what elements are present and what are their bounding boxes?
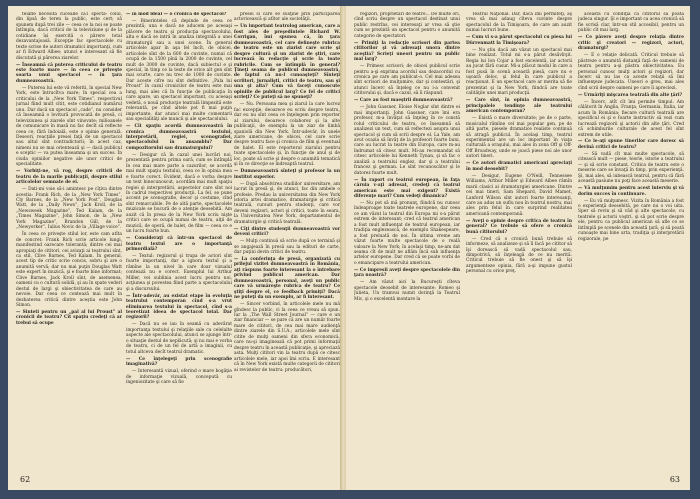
interview-question: — Un important teatrolog american, care a fost ales de preşedintele Richard W. Corrigan, îmi spunea că, în ţara dumneavoastră, cel care defineşte rubrica de teatru este un ziarist care scrie şi despre cultură şi un ziarist de ştiri, care lucrează în redacţie şi scrie la toate rubricile. Cum se întîmplă în general? Ţineţi seama de publicul dumneavoastră, de faptul că nu-l cunoaşteţi? Sînteţi scriitori, jurnalişti, critici de teatru, sau şi una şi alta? Cum vă faceţi cunoscute opiniile de publicul larg? Ce fel de critici scrieţi? Ce puteţi să ne spuneţi? bbox=[234, 24, 340, 101]
paragraph: — Textul: regizorul şi trupa de actori sînt foarte importanţi, dar a ignora textul şi a rămîne la un nivel în care doar vizualul contează nu e corect. Exemplul lui Arthur Miller, vei sublinia acest lucru pentru noi, acţiunea şi povestea fiind parte a spectacolului şi a discursului. bbox=[126, 253, 232, 292]
interview-question: — Vorbiţi-ne, vă rog, despre criticii de teatru de la marile publicaţii, despre stilul articolelor semnate de ei. bbox=[16, 169, 122, 186]
interview-question: — Dumneavoastră sînteţi şi profesor la un institut superior. bbox=[234, 169, 340, 180]
paragraph: — Primesc scrisori; de obicei publicul scrie pentru a-şi exprima acordul sau dezacordul cu cronica pe care am publicat-o. Cel mai adesea sînt scrisori de mulţumire, dar şi contestări, şi atunci încerc să înţeleg ce nu i-a convenit cititorului şi, dacă e cazul, să îi răspund. bbox=[354, 64, 460, 97]
paragraph: — Eu vă mulţumesc. Vizita în România a fost o experienţă deosebită, pe care nu o voi uita. Sper să revin şi să văd şi alte spectacole, cu teatrele şi actorii voştri, şi să pot scrie despre ele, pentru ca publicul american să afle ce se întîmplă pe scenele din această ţară, şi să poată cunoaşte mai bine arta, tradiţia şi interpretării regizorale, pe bbox=[578, 198, 684, 242]
interview-question: — Înseamnă că puterea criticului de teatru este foarte mare — în ceea ce priveşte soarta unui spectacol — în ţara dumneavoastră. bbox=[16, 62, 122, 84]
paragraph: — John Gassner, Eloise Noglar sînt dintre ei mai importanţi. John Gassner, care îmi era profesor, m-a învăţat să înţeleg în ce constă rolul criticului de teatru, ce înseamnă să analizezi un text, cum să reflectezi asupra unui spectacol şi cum să scrii despre el. La Yale, am avut ocazia să învăţ de la profesori foarte buni, care au lucrat la teatre din Europa, care m-au îndrumat să citesc mult. Mi-au recomandat să citesc articolele lui Kenneth Tynan, şi să fac o analiză a teatrului englez, dar şi a teatrului francez şi german. Le sînt recunoscător şi le datorez foarte mult. bbox=[354, 105, 460, 176]
paragraph: — Am văzut aici la Bucureşti cîteva spectacole deosebit de interesante: Romeo şi Julieta, Un tramvai numit dorinţă la Teatrul Mic, şi o excelentă montare la bbox=[354, 280, 460, 302]
interview-question: — Ce înţelegeţi prin scenografie imaginativă? bbox=[126, 356, 232, 368]
paragraph: — Există o mare diversitate; pe de o parte, musicalul rămîne cel mai popular gen, pe de altă parte, piesele dramatice realiste continuă să atragă publicul. În acelaşi timp, teatrul experimental are un loc important în viaţa culturală a oraşului, mai ales în zona Off şi Off-Off Broadway, unde se joacă piese noi ale unor autori tineri. bbox=[466, 116, 572, 160]
paragraph: — Nu. Persoana mea şi ziarul la care lucrez fac excepţie, deoarece eu scriu despre teatru, dar eu nu sînt ceea ce înţelegem prin reporter al ziarului, deoarece colaborez şi la alte publicaţii, de exemplu la un ziar de limbă spaniolă din New York. Într-adevăr, în unele ziare americane, de obicei, cel care scrie despre teatru face şi cronica de film şi eventual de balet. El este reporterul ziarului pentru toate spectacolele şi, în funcţie de anul şi de loc, poate să scrie şi despre o anumită tematică şi în ce direcţie se îndreaptă teatrul. bbox=[234, 102, 340, 168]
right-column-1 bbox=[354, 12, 460, 472]
paragraph: În ceea ce priveşte stilul lor, este cam atîta de concret: Frank Rich scrie articole lungi, manifestind oarecare tolerantă; dintre cei mai apropiaţi de cititori, cei avizaţi ai teatrului sînt, ca stil, Clive Barnes, Ted Kalam. În general, acest tip de critic scrie concis, sobru şi are o anumită vervă; dar nu mai puţin Douglas Watt este expert în muzică, şi e foarte bine informat; Clive Barnes, Jack Kroll sînt, de asemenea, oameni cu o cultură solidă, şi au în spate vederi destul de largi şi obiectivitatea de care au nevoie. Dar ceea ce contează mai mult în dezbaterea critică dintre aceştia este John Simon. bbox=[16, 232, 122, 309]
interview-question: — Ce impresii aveţi despre spectacolele din ţara noastră? bbox=[354, 267, 460, 279]
right-column-3 bbox=[578, 12, 684, 472]
paragraph: — Desigur că în cazul unei lucrări noi, prezentată pentru prima oară, cum se întîmplă în cea mai mare parte a cazurilor, se acordă mai mult spaţiu textului, ceea ce în opinia mea e foarte corect. Evident, dacă e vorba despre un text binecunoscut, acordăm mai mult spaţiu regiei şi interpretării, aspectelor care sînt noi în cadrul respectivei producţii. La fel, se pune accent pe scenografie, decor şi costume, cînd sînt remarcabile. Pe de altă parte, spectacolele muzicale se bucură de o atenţie deosebită. Am auzit că în presa de la New York scriu nişte critici care se ocupă numai de teatru, alţii de muzică, de operă, de balet, de film — ceea ce e un lucru foarte bun. bbox=[126, 152, 232, 235]
interview-question: — Urmăriţi mişcarea teatrală din alte ţări? bbox=[578, 92, 683, 98]
interview-question: — în mod ideal — o cronică de spectacol? bbox=[126, 12, 227, 17]
left-page-number: 62 bbox=[20, 475, 31, 484]
left-column-3 bbox=[234, 12, 340, 472]
interview-question: — Sinteti pentru un „pal al lui Proust” al cronicii de teatru? Cît spaţiu credeţi că ar trebui să ocupe bbox=[16, 310, 122, 326]
paragraph: — Să vadă cît mai multe spectacole, să citească mult — piese, teorie, istorie a teatrului — şi să scrie constant. Critica de teatru este o meserie care se învaţă în timp, prin experienţă. Şi, mai ales, să iubească teatrul, pentru că fără această pasiune nu poţi face această meserie. bbox=[578, 151, 684, 185]
interview-question: — Cîţi dintre studenţii dumneavoastră vor deveni critici? bbox=[234, 226, 340, 238]
paragraph: — Nu pot să mă pronunţ, fiindcă nu cunosc îndeaproape toate teatrele europene, dar ceea ce am văzut la teatrul din Europa mi s-a părut extrem de interesant; cred că teatrul american a fost mult influenţat de teatrul european, iar tradiţia englezească, de exemplu Shakespeare, a fost preluată de noi. În ultima vreme am văzut foarte multe spectacole de o reală valoare la New York; în acelaşi timp, ne-am dat seama cît de mult ne aflăm încă sub influenţa artelor europene. Dar cred că se poate vorbi de o emancipare a teatrului american. bbox=[354, 200, 460, 266]
paragraph: — Binerinteles că depinde de ceea ce prezintă; una e dacă ne aducem pe aceeaşi plăcere de teatru şi producţia spectacolului, alta e dacă se intră în analiza integrală a unei dramaturgii sau a unei scene. În general articolele apar în aşa fel încît, de obicei, articolele sînt de la 600 de cuvinte, numai că ocupă de la 1500 pînă la 2000 de cuvinte, cel mult de 3000 de cuvinte, dacă subiectul e şi special, în timp ce la texte de orice alt gen sînt mai scurte, care nu trec de 1000 de cuvinte. Dar aceste cifre nu sînt definitive. „Pala lui Proust” în cazul cronicilor de teatru este mai lung, mai ales că în funcţie de publicaţia în care apare, un spectacol important, cu aceeaşi vedetă, o nouă producţie teatrală limpezită este relevantă, pe cînd altele pot fi mai puţin importante, dar atunci mai multe comentarii sau specialităţi ale muncii şi ale spectacolului. bbox=[126, 18, 232, 123]
right-column-2 bbox=[466, 12, 572, 472]
paragraph: Teatrul Naţional. Dar, dacă îmi permiteţi, aş vrea să mai adaug cîteva cuvinte despre spectacolul de la Timişoara, de care am auzit numai lucruri bune. bbox=[466, 12, 572, 34]
left-page bbox=[8, 6, 343, 490]
interview-question: — Ce părere aveţi despre relaţia dintre critic şi creatori — regizori, actori, dramaturgi? bbox=[578, 35, 684, 52]
paragraph: — Dacă nu se iau în seamă cu adevărat importanţa textului şi relaţiile sale cu celelalte aspecte ale spectacolului, atunci se ajunge într-o situaţie destul de neplăcută; şi nu mai e vorba de teatru, ci de un fel de artă a imaginii, cu totul altceva decît teatrul dramatic. bbox=[126, 322, 232, 355]
paragraph: — Nu ştiu dacă am văzut un spectacol mai bine realizat. Totul mi s-a părut desăvîrşit. Regia lui Ion Cojar a fost excelentă, iar actorii au jucat fără cusur. Mi-a plăcut modul în care a fost pusă în scenă această piesă, care nu e uşoară deloc, şi felul în care publicul a reacţionat. E un spectacol care ar merita să fie prezentat şi la New York, fiindcă are toate calităţile unei mari producţii. bbox=[466, 47, 572, 97]
interview-question: — Cum vi s-a părut spectacolul cu piesa lui Dürrenmatt la Timişoara? bbox=[466, 35, 572, 46]
paragraph: — Desigur, Eugene O'Neill, Tennessee Williams, Arthur Miller şi Edward Albee rămîn marii clasici ai dramaturgiei americane. Dintre cei mai tineri, Sam Shepard, David Mamet, Lanford Wilson sînt autori foarte interesanţi, care au adus un suflu nou în teatrul nostru, mai ales prin felul în care surprind realitatea americană contemporană. bbox=[466, 173, 572, 217]
interview-question: — În raport cu teatrul european, în faţa căruia v-aţi adresat, credeţi că teatrul american este mai exigent? Există diferenţe mari? Cum vedeţi dinamica? bbox=[354, 177, 460, 199]
left-column-1 bbox=[16, 12, 122, 472]
interview-question: — Ce le-aţi spune tinerilor care doresc să devină critici de teatru? bbox=[578, 139, 684, 150]
left-column-2 bbox=[126, 12, 232, 472]
interview-question: — Cît spaţiu acordă dumneavoastră în cronica dumneavoastră textului, interpretării, regiei, scenografiei, spectacolului în ansamblu? Dar compozitorului sau dramaturgului? bbox=[126, 124, 232, 151]
paragraph: — Încerc, atît cît îmi permite timpul. Am călătorit în Anglia, Franţa, Germania, Italia, iar acum în România; fiecare cultură teatrală are specificul ei şi e foarte instructiv să vezi cum lucrează regizorii şi actorii din alte ţări. Cred că schimburile culturale de acest fel sînt extrem de utile. bbox=[578, 99, 684, 138]
interview-question: — Într-adevăr, au existat etape în evoluţia teatrului contemporan cînd s-a vrut eliminarea textului în spectacol, cînd s-a teoretizat ideea de spectacol total. Dar regizorii? bbox=[126, 293, 232, 321]
paragraph: — Sincer vorbind, în articolele mele nu mă gîndesc la public, ci la ceea ce vreau să spun. Iar la „The Wall Street Journal” — care e un ziar financiar — se pare că are un număr foarte mare de cititori, de cea mai mare audienţă dintre ziarele din S.U.A.; articolele mele sînt citite de mulţi oameni din sfera economică, care nu-şi imaginează că pot primi informaţii despre teatru în această publicaţie, şi apreciază asta. Mulţi cititori vin la teatru după ce citesc articolele mele, iar apoi îmi scriu. E interesant că în New York există multe categorii de cititori ai revistelor de teatru: producători, bbox=[234, 302, 340, 373]
interview-question: — Consideraţi că într-un spectacol de teatru textul are o importanţă primordială? bbox=[126, 236, 232, 253]
paragraph: presei si care se susţine prin participarea actoricească şi atîtor ale societăţii. bbox=[234, 12, 340, 23]
right-page-number: 63 bbox=[669, 475, 680, 484]
interview-question: — Aveţi o opinie despre critica de teatru în general? Ce trebuie să ofere o cronică bună cititorului? bbox=[466, 218, 572, 235]
paragraph: regizori, proprietari de teatre... De multe ori, cînd scriu despre un spectacol destinat unui public restrîns, cei interesaţi ar vrea să ştie cum se prezintă un spectacol pentru o anumită categorie de spectatori. bbox=[354, 12, 460, 39]
interview-question: — Ce autori dramatici americani apreciaţi în mod deosebit? bbox=[466, 161, 572, 172]
paragraph: — Puterea lui este vă referiti, în special New York, este întrucîtva mare; în special cea a criticului de la „New York Times”, respectivul jurnal fiind mult citit, este cotidianul numărul unu. Dar dacă un spectacol „cade”, nu consider că înseamnă o lovitură provocată de presă, ci televiziunea şi ziarele sînt vinovate; milioanele de comunicare în masă nu fac decît să reflecte ceea ce, fără îndoială, este o opinie generală. Deseori, reacţiile presei faţă de un spectacol sau altul sînt contradictorii; în acest caz, nimeni nu se mai orientează şi — dacă publicul e sceptic — va putea înseamna şi un succes. În ciuda opiniilor negative ale unor critici de specialitate. bbox=[16, 85, 122, 168]
paragraph: — După absolvirea studiilor universitare, am lucrat în presă şi, de atunci, fac din ambele o profesie. Predau la universitatea din New York istoria artei dramatice, dramaturgie şi critică teatrală, cursuri pentru studenţi, care vor deveni regizori, actori şi critici, toate în seara, la Universitatea New York, departamentul de dramaturgie şi critică teatrală. bbox=[234, 181, 340, 225]
right-page bbox=[346, 6, 690, 490]
paragraph: — Mulţi continuă să scrie după ce termină şi se angajează în presă sau la edituri de carte, dar puţini devin critici de teatru. bbox=[234, 239, 340, 256]
paragraph: teiafle necesitâ cuceâlle câ1 specta- colul, din lipsâ de teren la public, este cert; să spunem după trei zile — ceea ce la noi se poate întîmpla, dacă criticii de la televiziune şi de la cotidiane își exercită o părere total dezavantajoasă. Excepţie fac spectacolele cu texte scrise de autori dramatici importanţi, cum ar fi Edward Albee; atunci e interesant să fie discutată şi părerea ziarelor. bbox=[16, 12, 122, 61]
interview-question: — Vă mulţumim pentru acest interviu şi vă dorim succes în continuare. bbox=[578, 186, 684, 197]
paragraph: aceasta cu condiţia ca cititorul să poată judeca singur. Şi e important ca acea cronică să fie scrisă clar, într-un stil accesibil, pentru un public cît mai larg. bbox=[578, 12, 684, 34]
interview-question: — La conferinţa de presă, organizată cu prilejul vizitei dumneavoastră în România, aţi răspuns foarte interesant la o întrebare privind publicul american. Dar dumneavoastră, personal, aveţi un public care vă urmăreşte rubrica de teatru? Ce ştiţi despre el, ce feedback primiţi? Dacă ne puteţi da un exemplu, ar fi interesant. bbox=[234, 256, 340, 301]
interview-question: — Care sînt, în opinia dumneavoastră, principalele tendinţe ale teatrului american contemporan? bbox=[466, 98, 572, 115]
paragraph: — Cred că o cronică bună trebuie să informeze, să analizeze şi să îl facă pe cititor să îşi dorească să vadă spectacolul sau, dimpotrivă, să înţeleagă de ce nu merită. Criticul trebuie să fie onest şi să îşi argumenteze opinia, fără a-şi impune gustul personal cu orice preţ. bbox=[466, 236, 572, 275]
paragraph: — E o relaţie delicată. Criticul trebuie să păstreze o anumită distanţă faţă de oamenii de teatru pentru a-şi păstra obiectivitatea. Eu personal cunosc mulţi actori şi regizori, dar încerc să nu las ca aceste relaţii să îmi influenţeze judecata. Uneori e greu, mai ales cînd scrii despre oameni pe care îi apreciezi. bbox=[578, 53, 684, 91]
paragraph: — Interesantă vizual, oferind o mare bogăţie de informaţie vizuală, concepută cu ingeniozitate şi care să fie bbox=[126, 369, 232, 385]
interview-question: — Primiţi la redacţie scrisori din partea cititorilor şi vă adresaţi unora dintre aceştia? Scrieţi uneori pentru un public mai larg? bbox=[354, 40, 460, 63]
interview-question: — Care au fost maeştrii dumneavoastră? bbox=[354, 98, 453, 104]
paragraph: — Dati-mi voie să-i amintesc pe cîţiva dintre acestia: Frank Rich, de la „New York Times”, Cly Barnes, de la „New York Post”, Douglas Watt, de la „Daily News”, Jack Kroll, de la „Newsweek Magazine”, Ted Kalam, de la „Times Magazine”, John Simon, de la „New York Magazine”, Brandon Gill, de la „Newyorker”, Iulius Novic de la „Village voice”. bbox=[16, 187, 122, 231]
